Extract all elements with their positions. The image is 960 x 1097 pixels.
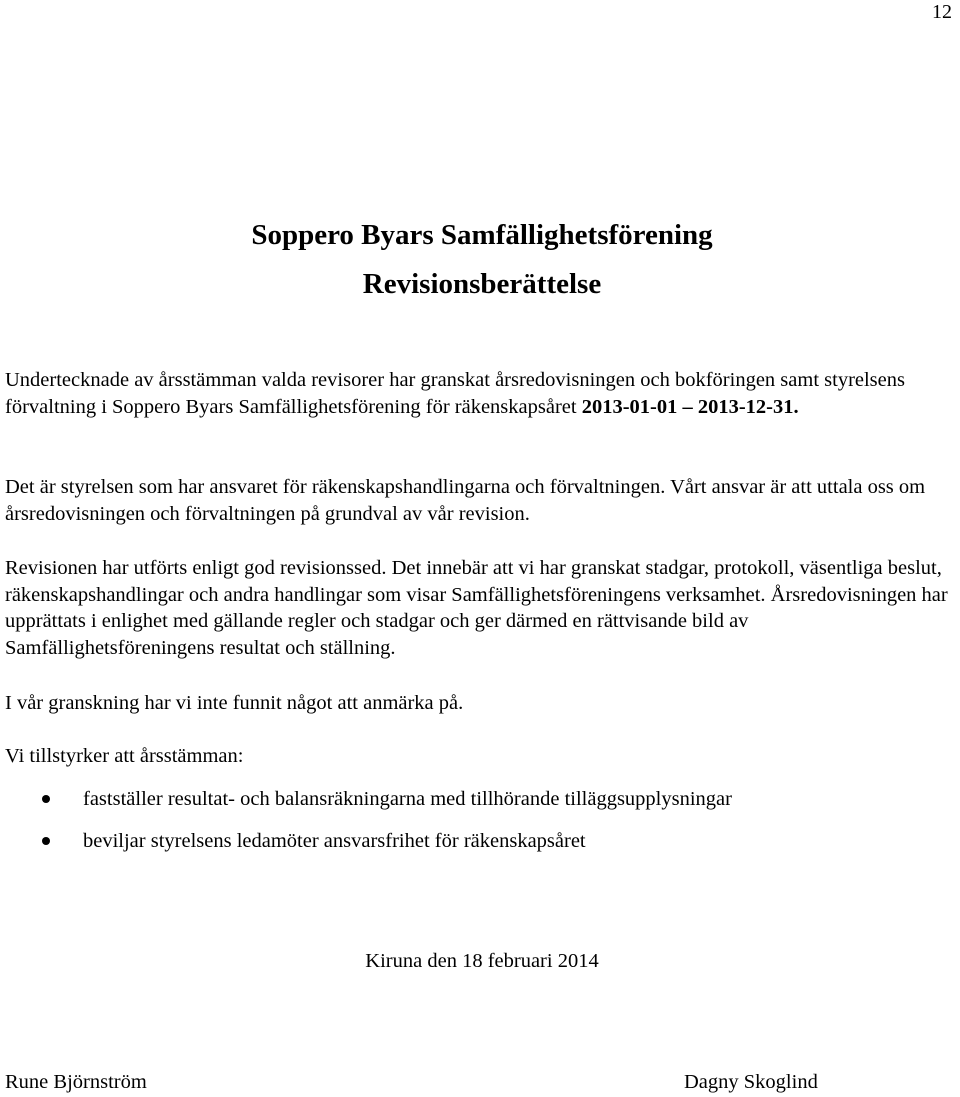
list-item	[0, 826, 960, 868]
list-item	[0, 784, 960, 826]
paragraph-intro	[5, 367, 960, 420]
paragraph-audit-method: Revisionen har utförts enligt god revisionssed. Det innebär att vi har granskat stadgar, protokoll, väsentliga beslut, räkenskapshandlingar och andra handlingar som visar Samfällighetsföreningens verksamhet. Årsredovisningen har upprättats i enlighet med gällande regler och stadgar och ger därmed en rättvisande bild av Samfällighetsföreningens resultat och ställning.	[5, 557, 948, 659]
recommendation-list	[0, 784, 960, 868]
place-and-date: Kiruna den 18 februari 2014	[365, 950, 599, 972]
bullet-icon	[42, 837, 50, 845]
bullet-icon	[42, 795, 50, 803]
document-title: Soppero Byars Samfällighetsförening	[251, 219, 713, 251]
paragraph-finding: I vår granskning har vi inte funnit något att anmärka på.	[5, 692, 464, 714]
signer-right: Dagny Skoglind	[684, 1071, 818, 1093]
fiscal-period: 2013-01-01 – 2013-12-31.	[581, 395, 799, 418]
paragraph-responsibility: Det är styrelsen som har ansvaret för räkenskapshandlingarna och förvaltningen. Vårt ansvar är att uttala oss om årsredovisningen och förvaltningen på grundval av vår revision.	[5, 476, 926, 525]
intro-text: Undertecknade av årsstämman valda revisorer har granskat årsredovisningen och bokföringen samt styrelsens förvaltning i Soppero Byars Samfällighetsförening för räkenskapsåret	[5, 369, 905, 418]
paragraph-recommendation: Vi tillstyrker att årsstämman:	[5, 745, 244, 767]
list-item-text: fastställer resultat- och balansräkningarna med tillhörande tilläggsupplysningar	[83, 788, 732, 810]
document-subtitle: Revisionsberättelse	[362, 268, 602, 300]
page-number: 12	[932, 1, 952, 23]
list-item-text: beviljar styrelsens ledamöter ansvarsfrihet för räkenskapsåret	[83, 830, 586, 852]
signer-left: Rune Björnström	[5, 1071, 147, 1093]
